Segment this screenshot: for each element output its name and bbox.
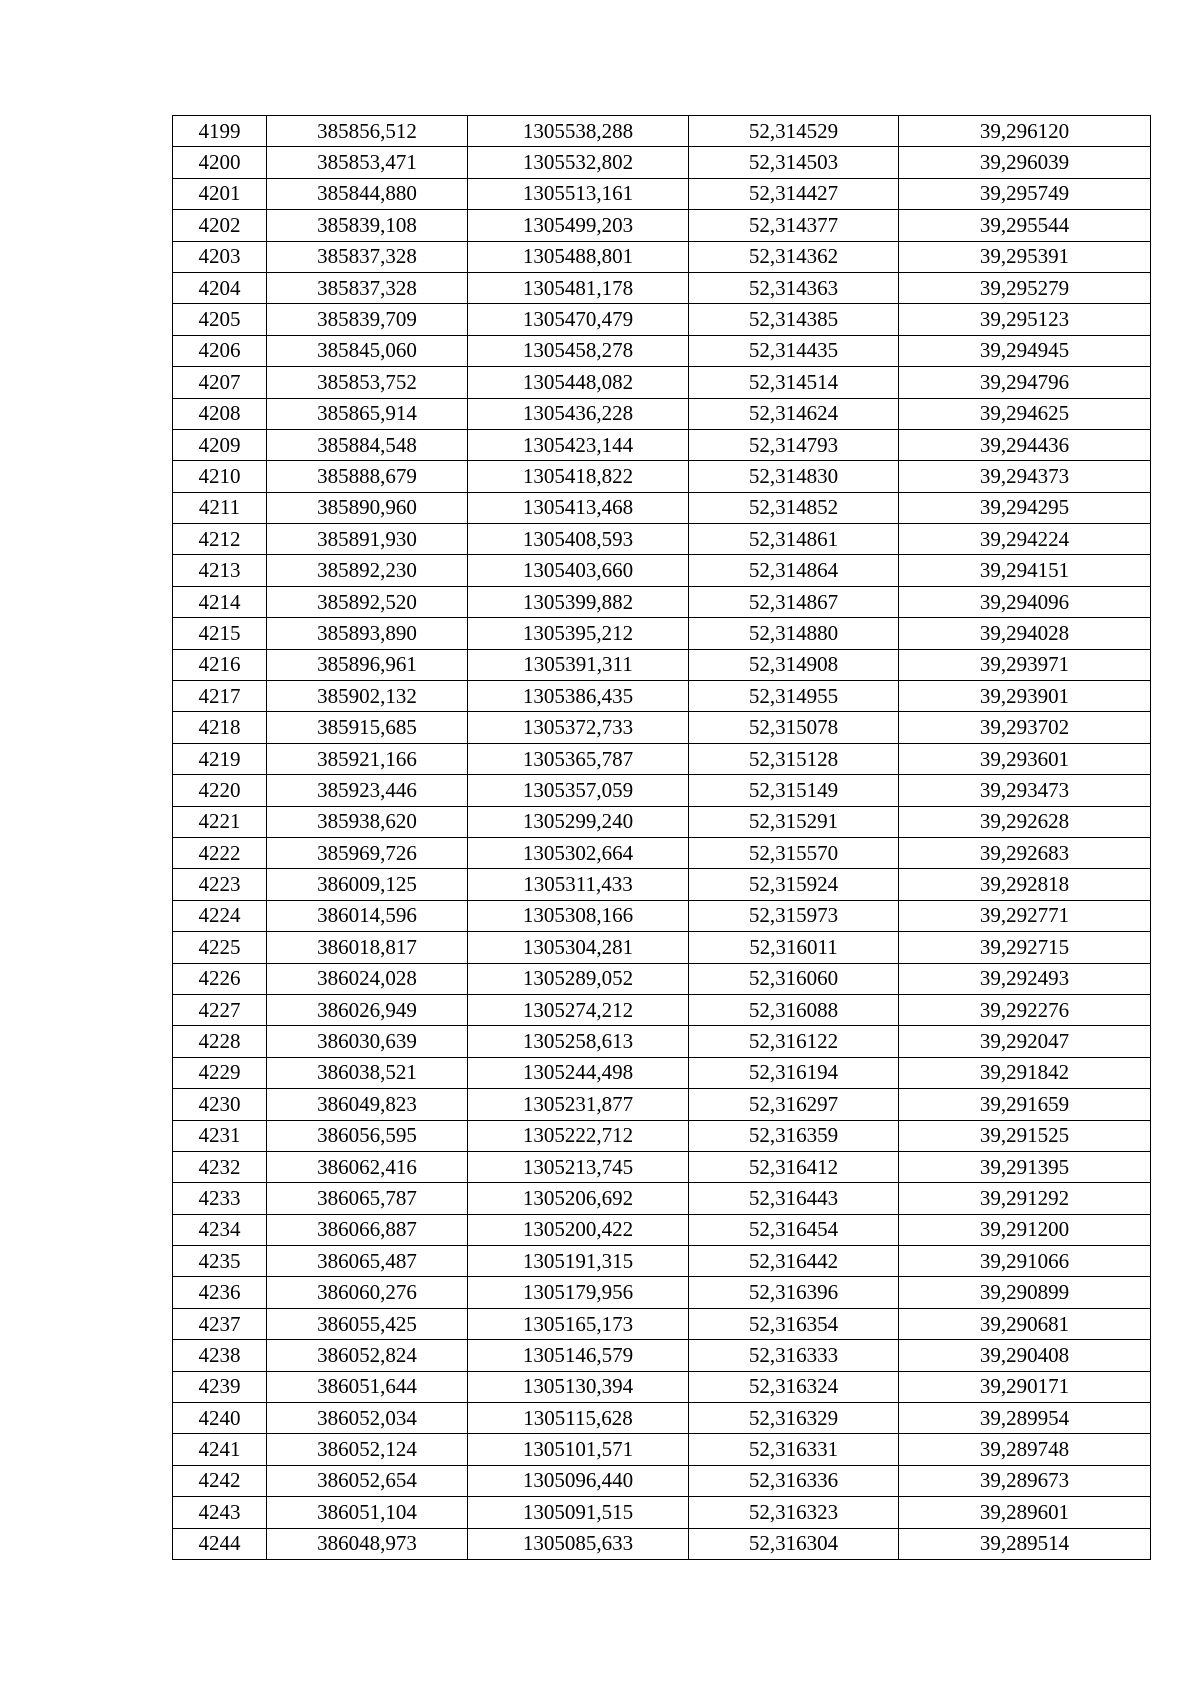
table-row bbox=[173, 1371, 1151, 1402]
y-coordinate-cell: 1305488,801 bbox=[468, 241, 689, 272]
latitude-cell: 52,314624 bbox=[689, 398, 899, 429]
longitude-cell: 39,289748 bbox=[899, 1434, 1151, 1465]
x-coordinate-cell: 385892,230 bbox=[267, 555, 468, 586]
longitude-cell: 39,290408 bbox=[899, 1340, 1151, 1371]
x-coordinate-cell: 386009,125 bbox=[267, 869, 468, 900]
y-coordinate-cell: 1305470,479 bbox=[468, 304, 689, 335]
latitude-cell: 52,314880 bbox=[689, 618, 899, 649]
latitude-cell: 52,314514 bbox=[689, 367, 899, 398]
latitude-cell: 52,314955 bbox=[689, 681, 899, 712]
table-row bbox=[173, 1403, 1151, 1434]
longitude-cell: 39,291066 bbox=[899, 1246, 1151, 1277]
point-number-cell: 4216 bbox=[173, 649, 267, 680]
longitude-cell: 39,290171 bbox=[899, 1371, 1151, 1402]
x-coordinate-cell: 385891,930 bbox=[267, 524, 468, 555]
x-coordinate-cell: 386052,654 bbox=[267, 1465, 468, 1496]
point-number-cell: 4233 bbox=[173, 1183, 267, 1214]
longitude-cell: 39,295279 bbox=[899, 272, 1151, 303]
y-coordinate-cell: 1305311,433 bbox=[468, 869, 689, 900]
y-coordinate-cell: 1305499,203 bbox=[468, 210, 689, 241]
latitude-cell: 52,314529 bbox=[689, 116, 899, 147]
x-coordinate-cell: 386049,823 bbox=[267, 1089, 468, 1120]
y-coordinate-cell: 1305386,435 bbox=[468, 681, 689, 712]
longitude-cell: 39,291842 bbox=[899, 1057, 1151, 1088]
longitude-cell: 39,294625 bbox=[899, 398, 1151, 429]
point-number-cell: 4217 bbox=[173, 681, 267, 712]
point-number-cell: 4220 bbox=[173, 775, 267, 806]
point-number-cell: 4207 bbox=[173, 367, 267, 398]
x-coordinate-cell: 385923,446 bbox=[267, 775, 468, 806]
latitude-cell: 52,315128 bbox=[689, 743, 899, 774]
y-coordinate-cell: 1305403,660 bbox=[468, 555, 689, 586]
y-coordinate-cell: 1305258,613 bbox=[468, 1026, 689, 1057]
latitude-cell: 52,314427 bbox=[689, 178, 899, 209]
longitude-cell: 39,293971 bbox=[899, 649, 1151, 680]
latitude-cell: 52,314385 bbox=[689, 304, 899, 335]
x-coordinate-cell: 386051,104 bbox=[267, 1497, 468, 1528]
longitude-cell: 39,294945 bbox=[899, 335, 1151, 366]
x-coordinate-cell: 386014,596 bbox=[267, 900, 468, 931]
table-row bbox=[173, 994, 1151, 1025]
point-number-cell: 4224 bbox=[173, 900, 267, 931]
longitude-cell: 39,289673 bbox=[899, 1465, 1151, 1496]
point-number-cell: 4228 bbox=[173, 1026, 267, 1057]
latitude-cell: 52,316122 bbox=[689, 1026, 899, 1057]
latitude-cell: 52,316323 bbox=[689, 1497, 899, 1528]
longitude-cell: 39,291525 bbox=[899, 1120, 1151, 1151]
point-number-cell: 4237 bbox=[173, 1308, 267, 1339]
table-row bbox=[173, 241, 1151, 272]
point-number-cell: 4213 bbox=[173, 555, 267, 586]
y-coordinate-cell: 1305085,633 bbox=[468, 1528, 689, 1559]
point-number-cell: 4230 bbox=[173, 1089, 267, 1120]
x-coordinate-cell: 385856,512 bbox=[267, 116, 468, 147]
x-coordinate-cell: 385969,726 bbox=[267, 837, 468, 868]
latitude-cell: 52,314362 bbox=[689, 241, 899, 272]
x-coordinate-cell: 386052,824 bbox=[267, 1340, 468, 1371]
longitude-cell: 39,291200 bbox=[899, 1214, 1151, 1245]
latitude-cell: 52,316454 bbox=[689, 1214, 899, 1245]
longitude-cell: 39,289601 bbox=[899, 1497, 1151, 1528]
latitude-cell: 52,316443 bbox=[689, 1183, 899, 1214]
table-row bbox=[173, 429, 1151, 460]
point-number-cell: 4209 bbox=[173, 429, 267, 460]
latitude-cell: 52,316331 bbox=[689, 1434, 899, 1465]
longitude-cell: 39,292493 bbox=[899, 963, 1151, 994]
table-row bbox=[173, 147, 1151, 178]
latitude-cell: 52,316324 bbox=[689, 1371, 899, 1402]
latitude-cell: 52,314852 bbox=[689, 492, 899, 523]
y-coordinate-cell: 1305222,712 bbox=[468, 1120, 689, 1151]
y-coordinate-cell: 1305423,144 bbox=[468, 429, 689, 460]
y-coordinate-cell: 1305146,579 bbox=[468, 1340, 689, 1371]
x-coordinate-cell: 385921,166 bbox=[267, 743, 468, 774]
longitude-cell: 39,290899 bbox=[899, 1277, 1151, 1308]
latitude-cell: 52,314503 bbox=[689, 147, 899, 178]
latitude-cell: 52,316412 bbox=[689, 1151, 899, 1182]
x-coordinate-cell: 385837,328 bbox=[267, 241, 468, 272]
y-coordinate-cell: 1305365,787 bbox=[468, 743, 689, 774]
point-number-cell: 4242 bbox=[173, 1465, 267, 1496]
latitude-cell: 52,316396 bbox=[689, 1277, 899, 1308]
latitude-cell: 52,315291 bbox=[689, 806, 899, 837]
longitude-cell: 39,293473 bbox=[899, 775, 1151, 806]
point-number-cell: 4211 bbox=[173, 492, 267, 523]
longitude-cell: 39,291395 bbox=[899, 1151, 1151, 1182]
x-coordinate-cell: 385845,060 bbox=[267, 335, 468, 366]
y-coordinate-cell: 1305458,278 bbox=[468, 335, 689, 366]
latitude-cell: 52,315570 bbox=[689, 837, 899, 868]
y-coordinate-cell: 1305408,593 bbox=[468, 524, 689, 555]
y-coordinate-cell: 1305372,733 bbox=[468, 712, 689, 743]
point-number-cell: 4218 bbox=[173, 712, 267, 743]
table-row bbox=[173, 775, 1151, 806]
longitude-cell: 39,294096 bbox=[899, 586, 1151, 617]
point-number-cell: 4240 bbox=[173, 1403, 267, 1434]
latitude-cell: 52,314867 bbox=[689, 586, 899, 617]
longitude-cell: 39,293702 bbox=[899, 712, 1151, 743]
point-number-cell: 4229 bbox=[173, 1057, 267, 1088]
x-coordinate-cell: 386056,595 bbox=[267, 1120, 468, 1151]
table-row bbox=[173, 1214, 1151, 1245]
point-number-cell: 4241 bbox=[173, 1434, 267, 1465]
longitude-cell: 39,293901 bbox=[899, 681, 1151, 712]
latitude-cell: 52,316354 bbox=[689, 1308, 899, 1339]
point-number-cell: 4202 bbox=[173, 210, 267, 241]
table-row bbox=[173, 1497, 1151, 1528]
longitude-cell: 39,294796 bbox=[899, 367, 1151, 398]
x-coordinate-cell: 386018,817 bbox=[267, 932, 468, 963]
x-coordinate-cell: 386066,887 bbox=[267, 1214, 468, 1245]
latitude-cell: 52,316297 bbox=[689, 1089, 899, 1120]
y-coordinate-cell: 1305179,956 bbox=[468, 1277, 689, 1308]
longitude-cell: 39,292047 bbox=[899, 1026, 1151, 1057]
x-coordinate-cell: 386065,487 bbox=[267, 1246, 468, 1277]
longitude-cell: 39,292715 bbox=[899, 932, 1151, 963]
latitude-cell: 52,314377 bbox=[689, 210, 899, 241]
x-coordinate-cell: 386062,416 bbox=[267, 1151, 468, 1182]
table-row bbox=[173, 586, 1151, 617]
longitude-cell: 39,295749 bbox=[899, 178, 1151, 209]
x-coordinate-cell: 386052,124 bbox=[267, 1434, 468, 1465]
longitude-cell: 39,292771 bbox=[899, 900, 1151, 931]
y-coordinate-cell: 1305101,571 bbox=[468, 1434, 689, 1465]
table-row bbox=[173, 461, 1151, 492]
table-row bbox=[173, 869, 1151, 900]
y-coordinate-cell: 1305357,059 bbox=[468, 775, 689, 806]
y-coordinate-cell: 1305538,288 bbox=[468, 116, 689, 147]
latitude-cell: 52,314363 bbox=[689, 272, 899, 303]
latitude-cell: 52,314793 bbox=[689, 429, 899, 460]
table-row bbox=[173, 837, 1151, 868]
point-number-cell: 4221 bbox=[173, 806, 267, 837]
y-coordinate-cell: 1305532,802 bbox=[468, 147, 689, 178]
table-row bbox=[173, 1340, 1151, 1371]
x-coordinate-cell: 385839,108 bbox=[267, 210, 468, 241]
coordinates-table bbox=[172, 115, 1151, 1560]
table-row bbox=[173, 618, 1151, 649]
longitude-cell: 39,296039 bbox=[899, 147, 1151, 178]
latitude-cell: 52,316011 bbox=[689, 932, 899, 963]
y-coordinate-cell: 1305395,212 bbox=[468, 618, 689, 649]
latitude-cell: 52,316088 bbox=[689, 994, 899, 1025]
x-coordinate-cell: 386038,521 bbox=[267, 1057, 468, 1088]
x-coordinate-cell: 386024,028 bbox=[267, 963, 468, 994]
x-coordinate-cell: 385915,685 bbox=[267, 712, 468, 743]
latitude-cell: 52,316060 bbox=[689, 963, 899, 994]
y-coordinate-cell: 1305391,311 bbox=[468, 649, 689, 680]
x-coordinate-cell: 385884,548 bbox=[267, 429, 468, 460]
point-number-cell: 4200 bbox=[173, 147, 267, 178]
latitude-cell: 52,316336 bbox=[689, 1465, 899, 1496]
longitude-cell: 39,296120 bbox=[899, 116, 1151, 147]
point-number-cell: 4214 bbox=[173, 586, 267, 617]
x-coordinate-cell: 385865,914 bbox=[267, 398, 468, 429]
longitude-cell: 39,292818 bbox=[899, 869, 1151, 900]
x-coordinate-cell: 385892,520 bbox=[267, 586, 468, 617]
x-coordinate-cell: 385893,890 bbox=[267, 618, 468, 649]
table-row bbox=[173, 1183, 1151, 1214]
x-coordinate-cell: 385853,752 bbox=[267, 367, 468, 398]
y-coordinate-cell: 1305299,240 bbox=[468, 806, 689, 837]
y-coordinate-cell: 1305165,173 bbox=[468, 1308, 689, 1339]
table-row bbox=[173, 681, 1151, 712]
table-row bbox=[173, 649, 1151, 680]
y-coordinate-cell: 1305418,822 bbox=[468, 461, 689, 492]
y-coordinate-cell: 1305413,468 bbox=[468, 492, 689, 523]
table-row bbox=[173, 178, 1151, 209]
table-row bbox=[173, 210, 1151, 241]
latitude-cell: 52,316194 bbox=[689, 1057, 899, 1088]
table-row bbox=[173, 524, 1151, 555]
y-coordinate-cell: 1305091,515 bbox=[468, 1497, 689, 1528]
x-coordinate-cell: 386026,949 bbox=[267, 994, 468, 1025]
y-coordinate-cell: 1305130,394 bbox=[468, 1371, 689, 1402]
y-coordinate-cell: 1305399,882 bbox=[468, 586, 689, 617]
x-coordinate-cell: 386055,425 bbox=[267, 1308, 468, 1339]
latitude-cell: 52,316442 bbox=[689, 1246, 899, 1277]
table-row bbox=[173, 1434, 1151, 1465]
y-coordinate-cell: 1305436,228 bbox=[468, 398, 689, 429]
longitude-cell: 39,294151 bbox=[899, 555, 1151, 586]
point-number-cell: 4244 bbox=[173, 1528, 267, 1559]
y-coordinate-cell: 1305096,440 bbox=[468, 1465, 689, 1496]
point-number-cell: 4222 bbox=[173, 837, 267, 868]
point-number-cell: 4226 bbox=[173, 963, 267, 994]
x-coordinate-cell: 386060,276 bbox=[267, 1277, 468, 1308]
longitude-cell: 39,291659 bbox=[899, 1089, 1151, 1120]
table-row bbox=[173, 555, 1151, 586]
table-row bbox=[173, 963, 1151, 994]
point-number-cell: 4199 bbox=[173, 116, 267, 147]
y-coordinate-cell: 1305481,178 bbox=[468, 272, 689, 303]
latitude-cell: 52,314435 bbox=[689, 335, 899, 366]
longitude-cell: 39,292276 bbox=[899, 994, 1151, 1025]
point-number-cell: 4219 bbox=[173, 743, 267, 774]
longitude-cell: 39,294436 bbox=[899, 429, 1151, 460]
x-coordinate-cell: 385888,679 bbox=[267, 461, 468, 492]
x-coordinate-cell: 386052,034 bbox=[267, 1403, 468, 1434]
table-row bbox=[173, 492, 1151, 523]
x-coordinate-cell: 385853,471 bbox=[267, 147, 468, 178]
x-coordinate-cell: 386048,973 bbox=[267, 1528, 468, 1559]
point-number-cell: 4236 bbox=[173, 1277, 267, 1308]
latitude-cell: 52,316329 bbox=[689, 1403, 899, 1434]
table-row bbox=[173, 1528, 1151, 1559]
point-number-cell: 4243 bbox=[173, 1497, 267, 1528]
x-coordinate-cell: 386051,644 bbox=[267, 1371, 468, 1402]
table-row bbox=[173, 116, 1151, 147]
table-row bbox=[173, 1089, 1151, 1120]
latitude-cell: 52,315973 bbox=[689, 900, 899, 931]
x-coordinate-cell: 385839,709 bbox=[267, 304, 468, 335]
longitude-cell: 39,294373 bbox=[899, 461, 1151, 492]
table-row bbox=[173, 712, 1151, 743]
x-coordinate-cell: 385837,328 bbox=[267, 272, 468, 303]
latitude-cell: 52,316304 bbox=[689, 1528, 899, 1559]
point-number-cell: 4232 bbox=[173, 1151, 267, 1182]
x-coordinate-cell: 385902,132 bbox=[267, 681, 468, 712]
longitude-cell: 39,294295 bbox=[899, 492, 1151, 523]
longitude-cell: 39,295544 bbox=[899, 210, 1151, 241]
latitude-cell: 52,315149 bbox=[689, 775, 899, 806]
latitude-cell: 52,315078 bbox=[689, 712, 899, 743]
longitude-cell: 39,294224 bbox=[899, 524, 1151, 555]
x-coordinate-cell: 385938,620 bbox=[267, 806, 468, 837]
table-row bbox=[173, 932, 1151, 963]
y-coordinate-cell: 1305513,161 bbox=[468, 178, 689, 209]
table-row bbox=[173, 1151, 1151, 1182]
coordinates-table-body bbox=[173, 116, 1151, 1560]
y-coordinate-cell: 1305274,212 bbox=[468, 994, 689, 1025]
longitude-cell: 39,290681 bbox=[899, 1308, 1151, 1339]
x-coordinate-cell: 385896,961 bbox=[267, 649, 468, 680]
point-number-cell: 4234 bbox=[173, 1214, 267, 1245]
point-number-cell: 4231 bbox=[173, 1120, 267, 1151]
point-number-cell: 4212 bbox=[173, 524, 267, 555]
point-number-cell: 4238 bbox=[173, 1340, 267, 1371]
x-coordinate-cell: 386030,639 bbox=[267, 1026, 468, 1057]
point-number-cell: 4205 bbox=[173, 304, 267, 335]
y-coordinate-cell: 1305115,628 bbox=[468, 1403, 689, 1434]
point-number-cell: 4235 bbox=[173, 1246, 267, 1277]
longitude-cell: 39,289514 bbox=[899, 1528, 1151, 1559]
x-coordinate-cell: 385890,960 bbox=[267, 492, 468, 523]
latitude-cell: 52,314864 bbox=[689, 555, 899, 586]
table-row bbox=[173, 1057, 1151, 1088]
y-coordinate-cell: 1305304,281 bbox=[468, 932, 689, 963]
point-number-cell: 4210 bbox=[173, 461, 267, 492]
point-number-cell: 4225 bbox=[173, 932, 267, 963]
point-number-cell: 4215 bbox=[173, 618, 267, 649]
table-row bbox=[173, 1120, 1151, 1151]
table-row bbox=[173, 272, 1151, 303]
longitude-cell: 39,295123 bbox=[899, 304, 1151, 335]
table-row bbox=[173, 743, 1151, 774]
y-coordinate-cell: 1305200,422 bbox=[468, 1214, 689, 1245]
point-number-cell: 4223 bbox=[173, 869, 267, 900]
point-number-cell: 4204 bbox=[173, 272, 267, 303]
table-row bbox=[173, 398, 1151, 429]
table-row bbox=[173, 304, 1151, 335]
y-coordinate-cell: 1305191,315 bbox=[468, 1246, 689, 1277]
x-coordinate-cell: 386065,787 bbox=[267, 1183, 468, 1214]
longitude-cell: 39,293601 bbox=[899, 743, 1151, 774]
latitude-cell: 52,314830 bbox=[689, 461, 899, 492]
latitude-cell: 52,314861 bbox=[689, 524, 899, 555]
x-coordinate-cell: 385844,880 bbox=[267, 178, 468, 209]
longitude-cell: 39,291292 bbox=[899, 1183, 1151, 1214]
point-number-cell: 4227 bbox=[173, 994, 267, 1025]
point-number-cell: 4201 bbox=[173, 178, 267, 209]
y-coordinate-cell: 1305231,877 bbox=[468, 1089, 689, 1120]
latitude-cell: 52,316333 bbox=[689, 1340, 899, 1371]
longitude-cell: 39,289954 bbox=[899, 1403, 1151, 1434]
latitude-cell: 52,314908 bbox=[689, 649, 899, 680]
point-number-cell: 4208 bbox=[173, 398, 267, 429]
point-number-cell: 4239 bbox=[173, 1371, 267, 1402]
point-number-cell: 4203 bbox=[173, 241, 267, 272]
longitude-cell: 39,295391 bbox=[899, 241, 1151, 272]
latitude-cell: 52,316359 bbox=[689, 1120, 899, 1151]
table-row bbox=[173, 900, 1151, 931]
point-number-cell: 4206 bbox=[173, 335, 267, 366]
longitude-cell: 39,292628 bbox=[899, 806, 1151, 837]
y-coordinate-cell: 1305244,498 bbox=[468, 1057, 689, 1088]
table-row bbox=[173, 1026, 1151, 1057]
y-coordinate-cell: 1305206,692 bbox=[468, 1183, 689, 1214]
table-row bbox=[173, 335, 1151, 366]
table-row bbox=[173, 1465, 1151, 1496]
latitude-cell: 52,315924 bbox=[689, 869, 899, 900]
table-row bbox=[173, 1246, 1151, 1277]
table-row bbox=[173, 1308, 1151, 1339]
y-coordinate-cell: 1305308,166 bbox=[468, 900, 689, 931]
longitude-cell: 39,294028 bbox=[899, 618, 1151, 649]
y-coordinate-cell: 1305289,052 bbox=[468, 963, 689, 994]
y-coordinate-cell: 1305213,745 bbox=[468, 1151, 689, 1182]
y-coordinate-cell: 1305448,082 bbox=[468, 367, 689, 398]
table-row bbox=[173, 367, 1151, 398]
table-row bbox=[173, 1277, 1151, 1308]
table-row bbox=[173, 806, 1151, 837]
y-coordinate-cell: 1305302,664 bbox=[468, 837, 689, 868]
longitude-cell: 39,292683 bbox=[899, 837, 1151, 868]
